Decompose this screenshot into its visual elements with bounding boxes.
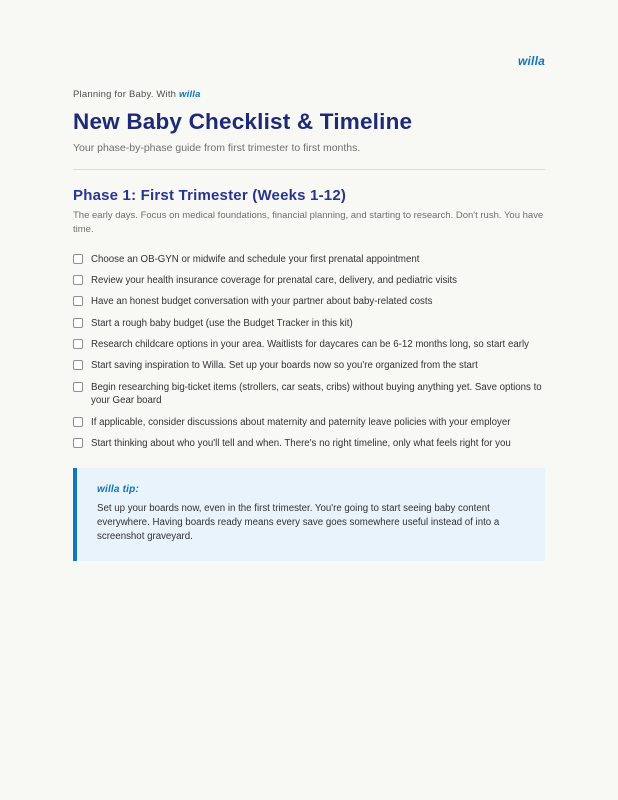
checkbox[interactable] (73, 382, 83, 392)
checklist-item-text: Research childcare options in your area. Waitlists for daycares can be 6-12 months long, so start early (91, 339, 529, 351)
checklist-item (73, 313, 545, 334)
section-divider (73, 169, 545, 170)
checklist-item (73, 291, 545, 312)
checkbox[interactable] (73, 438, 83, 448)
checkbox[interactable] (73, 360, 83, 370)
checkbox[interactable] (73, 318, 83, 328)
checklist-item (73, 377, 545, 412)
checklist-item (73, 412, 545, 433)
checkbox[interactable] (73, 275, 83, 285)
eyebrow-brand: willa (179, 89, 201, 100)
eyebrow-line (73, 89, 545, 100)
eyebrow-text: Planning for Baby. With (73, 89, 180, 100)
checklist-item-text: Start thinking about who you'll tell and when. There's no right timeline, only what feels right for you (91, 437, 511, 449)
page-title: New Baby Checklist & Timeline (73, 109, 413, 134)
checklist-item-text: Review your health insurance coverage for prenatal care, delivery, and pediatric visits (91, 274, 457, 286)
checklist-item (73, 355, 545, 376)
willa-logo: willa (517, 54, 545, 68)
checklist-item (73, 270, 545, 291)
phase-1-title: Phase 1: First Trimester (Weeks 1-12) (73, 187, 347, 204)
checkbox[interactable] (73, 254, 83, 264)
checklist-item (73, 334, 545, 355)
checkbox[interactable] (73, 296, 83, 306)
tip-label: willa tip: (97, 484, 139, 496)
phase-1-checklist (73, 249, 545, 455)
header-logo-row (73, 0, 545, 70)
checklist-item-text: If applicable, consider discussions about maternity and paternity leave policies with your employer (91, 416, 511, 428)
willa-tip-callout (73, 468, 545, 561)
page-subtitle: Your phase-by-phase guide from first trimester to first months. (73, 142, 361, 154)
checklist-item-text: Have an honest budget conversation with your partner about baby-related costs (91, 296, 433, 308)
checklist-item-text: Choose an OB-GYN or midwife and schedule your first prenatal appointment (91, 253, 420, 265)
checklist-item (73, 433, 545, 454)
checklist-item-text: Start a rough baby budget (use the Budget Tracker in this kit) (91, 317, 353, 329)
tip-text: Set up your boards now, even in the first trimester. You're going to start seeing baby content everywhere. Having boards ready means every save goes somewhere useful instead of into a screenshot graveyard. (97, 503, 500, 543)
checklist-item-text: Begin researching big-ticket items (strollers, car seats, cribs) without buying anything yet. Save options to your Gear board (91, 381, 542, 407)
checkbox[interactable] (73, 339, 83, 349)
phase-1-description: The early days. Focus on medical foundations, financial planning, and starting to research. Don't rush. You have time. (73, 210, 544, 235)
checklist-item-text: Start saving inspiration to Willa. Set up your boards now so you're organized from the start (91, 360, 478, 372)
checkbox[interactable] (73, 417, 83, 427)
checklist-item (73, 249, 545, 270)
